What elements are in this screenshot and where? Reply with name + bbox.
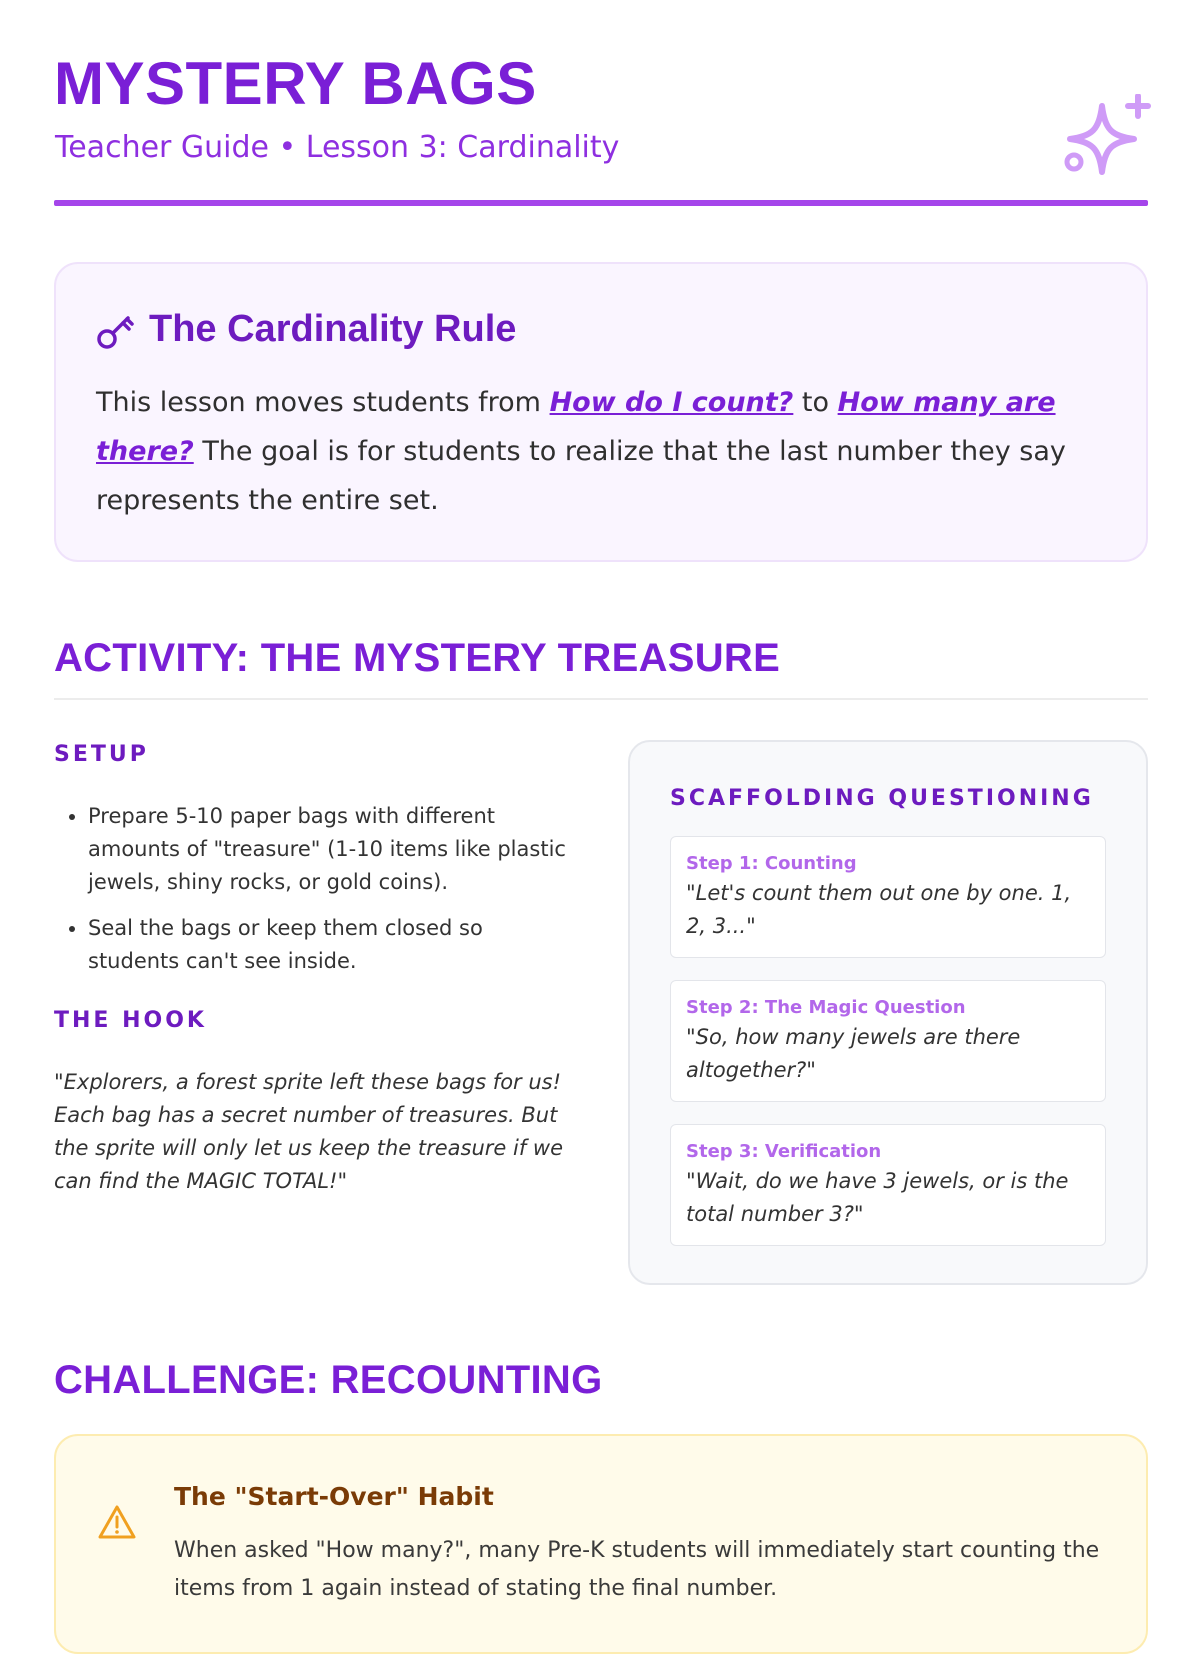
page-title: MYSTERY BAGS bbox=[54, 50, 537, 117]
activity-section-title: ACTIVITY: THE MYSTERY TREASURE bbox=[54, 636, 781, 680]
setup-item: • Prepare 5-10 paper bags with different amounts of "treasure" (1-10 items like plastic jewels, shiny rocks, or gold coins). bbox=[88, 800, 574, 899]
activity-divider bbox=[54, 698, 1148, 700]
rule-text-before: This lesson moves students from bbox=[96, 387, 550, 418]
step-label: Step 3: Verification bbox=[686, 1141, 882, 1162]
setup-item: • Seal the bags or keep them closed so students can't see inside. bbox=[88, 912, 574, 978]
scaffolding-card bbox=[628, 740, 1148, 1285]
page-subtitle: Teacher Guide • Lesson 3: Cardinality bbox=[55, 130, 620, 165]
challenge-warning-card bbox=[54, 1434, 1148, 1654]
step-label: Step 1: Counting bbox=[686, 853, 857, 874]
key-icon bbox=[96, 312, 134, 350]
warning-icon bbox=[98, 1504, 136, 1540]
scaffolding-step bbox=[670, 980, 1106, 1102]
setup-list bbox=[54, 800, 574, 991]
scaffolding-step bbox=[670, 1124, 1106, 1246]
rule-title: The Cardinality Rule bbox=[149, 308, 517, 350]
setup-label: SETUP bbox=[54, 742, 149, 767]
rule-text-middle: to bbox=[793, 387, 838, 418]
sparkle-icon bbox=[1062, 94, 1152, 178]
hook-text: "Explorers, a forest sprite left these bags for us! Each bag has a secret number of treasures. But the sprite will only let us keep the treasure if we can find the MAGIC TOTAL!" bbox=[54, 1070, 564, 1193]
rule-text bbox=[96, 378, 1106, 525]
hook-label: THE HOOK bbox=[54, 1008, 207, 1033]
rule-text-after: The goal is for students to realize that the last number they say represents the entire set. bbox=[96, 436, 1066, 516]
scaffolding-step bbox=[670, 836, 1106, 958]
cardinality-rule-card bbox=[54, 262, 1148, 562]
challenge-card-text: When asked "How many?", many Pre-K students will immediately start counting the items from 1 again instead of stating the final number. bbox=[174, 1538, 1100, 1601]
rule-question-one: How do I count? bbox=[549, 387, 794, 418]
challenge-section-title: CHALLENGE: RECOUNTING bbox=[54, 1358, 603, 1402]
step-label: Step 2: The Magic Question bbox=[686, 997, 966, 1018]
header-divider bbox=[54, 200, 1148, 206]
step-text: "So, how many jewels are there altogether?" bbox=[686, 1025, 1021, 1082]
challenge-card-title: The "Start-Over" Habit bbox=[174, 1482, 494, 1511]
rule-question-two: How many are there? bbox=[96, 387, 1056, 467]
step-text: "Let's count them out one by one. 1, 2, 3..." bbox=[686, 881, 1072, 938]
step-text: "Wait, do we have 3 jewels, or is the total number 3?" bbox=[686, 1169, 1069, 1226]
scaffolding-title: SCAFFOLDING QUESTIONING bbox=[670, 786, 1094, 811]
